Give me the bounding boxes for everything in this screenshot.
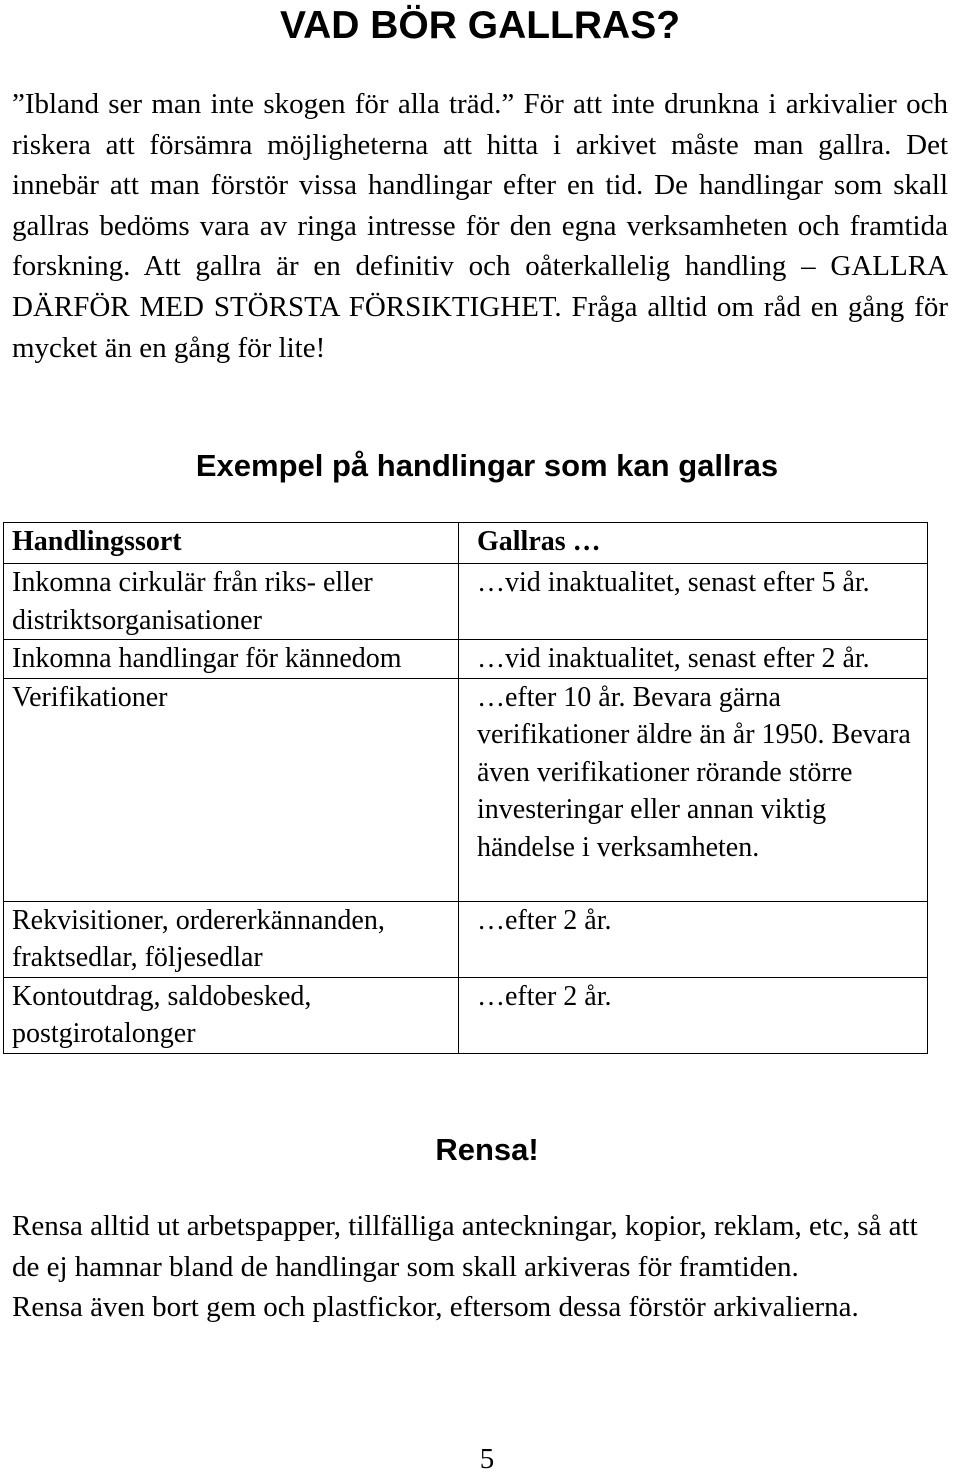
rensa-section bbox=[12, 1206, 948, 1328]
cell-gallras: …efter 2 år. bbox=[459, 901, 928, 977]
table-row bbox=[4, 901, 928, 977]
cell-sort: Inkomna handlingar för kännedom bbox=[4, 640, 459, 679]
table-header-row bbox=[4, 523, 928, 564]
table-row bbox=[4, 977, 928, 1053]
cell-sort: Rekvisitioner, ordererkännanden, fraktsedlar, följesedlar bbox=[4, 901, 459, 977]
cell-gallras: …efter 10 år. Bevara gärna verifikationer äldre än år 1950. Bevara även verifikationer rörande större investeringar eller annan viktig händelse i verksamheten. bbox=[459, 678, 928, 901]
table-row bbox=[4, 564, 928, 640]
page-title: VAD BÖR GALLRAS? bbox=[279, 4, 681, 47]
cell-gallras: …vid inaktualitet, senast efter 2 år. bbox=[459, 640, 928, 679]
rensa-paragraph: Rensa även bort gem och plastfickor, eftersom dessa förstör arkivalierna. bbox=[12, 1291, 859, 1324]
column-header-gallras: Gallras … bbox=[459, 523, 928, 564]
cell-gallras: …efter 2 år. bbox=[459, 977, 928, 1053]
table-row bbox=[4, 678, 928, 901]
cell-sort: Verifikationer bbox=[4, 678, 459, 901]
examples-table bbox=[3, 522, 928, 1054]
cell-sort: Kontoutdrag, saldobesked, postgirotalonger bbox=[4, 977, 459, 1053]
table-row bbox=[4, 640, 928, 679]
rensa-heading: Rensa! bbox=[435, 1132, 539, 1167]
page-number: 5 bbox=[479, 1443, 495, 1475]
column-header-sort: Handlingssort bbox=[4, 523, 459, 564]
rensa-paragraph: Rensa alltid ut arbetspapper, tillfälliga anteckningar, kopior, reklam, etc, så att de ej hamnar bland de handlingar som skall arkiveras för framtiden. bbox=[12, 1210, 918, 1283]
examples-heading: Exempel på handlingar som kan gallras bbox=[195, 448, 779, 483]
intro-paragraph: ”Ibland ser man inte skogen för alla träd.” För att inte drunkna i arkivalier och riskera att försämra möjligheterna att hitta i arkivet måste man gallra. Det innebär att man förstör vissa handlingar efter en tid. De handlingar som skall gallras bedöms vara av ringa intresse för den egna verksamheten och framtida forskning. Att gallra är en definitiv och oåterkallelig handling – GALLRA DÄRFÖR MED STÖRSTA FÖRSIKTIGHET. Fråga alltid om råd en gång för mycket än en gång för lite! bbox=[12, 88, 948, 364]
cell-gallras: …vid inaktualitet, senast efter 5 år. bbox=[459, 564, 928, 640]
cell-sort: Inkomna cirkulär från riks- eller distriktsorganisationer bbox=[4, 564, 459, 640]
